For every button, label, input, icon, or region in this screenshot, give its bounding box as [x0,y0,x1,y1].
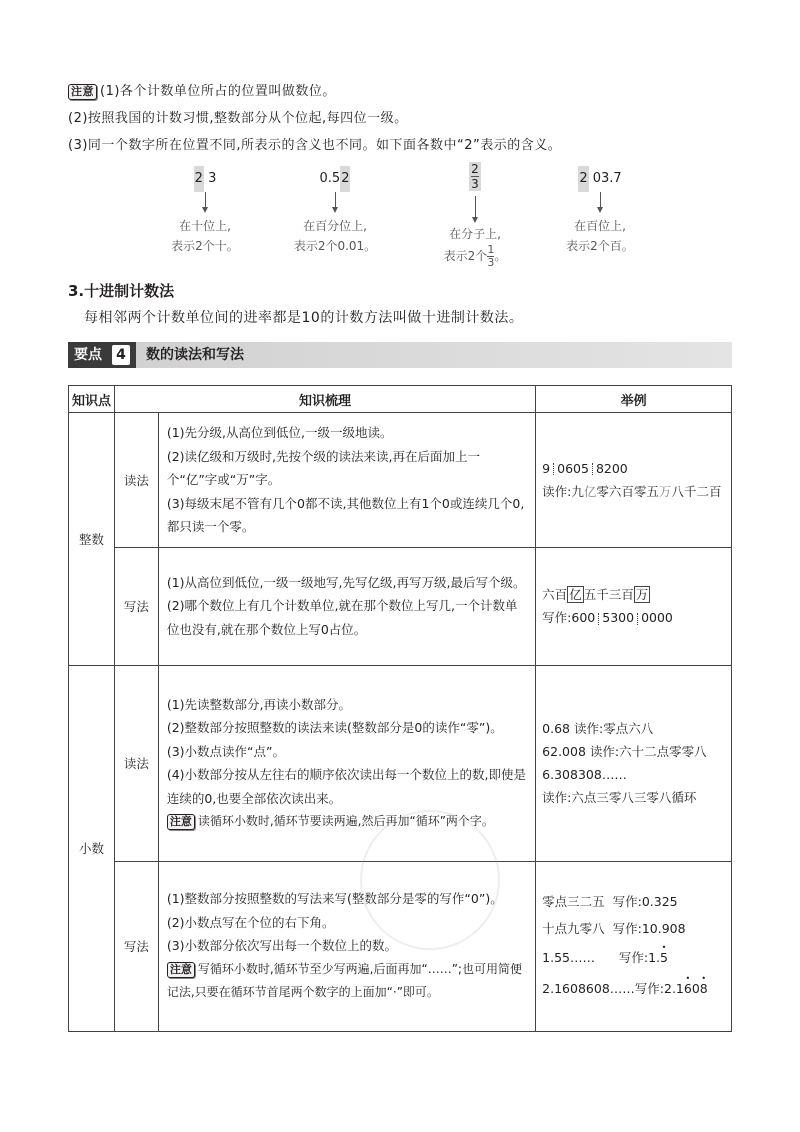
category-decimal: 小数 [69,665,115,1031]
note-section [68,78,748,159]
knowledge-cell: (1)先分级,从高位到低位,一级一级地读。 (2)读亿级和万级时,先按个级的读法来读,再在后面加上一个“亿”字或“万”字。 (3)每级末尾不管有几个0都不读,其他数位上有1个0或连续几个0,都只读一个零。 [158,413,535,548]
note-line-1: 注意 (1)各个计数单位所占的位置叫做数位。 [68,78,748,105]
header-topic: 知识点 [69,386,115,413]
sub-read: 读法 [114,413,158,548]
example-cell: 0.68 读作:零点六八 62.008 读作:六十二点零零八 6.308308…… 读作:六点三零八三零八循环 [536,665,732,861]
example-cell: 9 0605 8200 读作:九亿零六百零五万八千二百 [536,413,732,548]
knowledge-cell: (1)从高位到低位,一级一级地写,先写亿级,再写万级,最后写个级。 (2)哪个数位上有几个计数单位,就在那个数位上写几,一个计数单位也没有,就在那个数位上写0占位。 [158,547,535,665]
category-integer: 整数 [69,413,115,666]
watermark-stamp [360,810,500,950]
note-tag: 注意 [68,84,97,100]
keypoint-label: 要点 [68,342,136,368]
arrow-down-icon [475,196,476,218]
section-3-body: 每相邻两个计数单位间的进率都是10的计数方法叫做十进制计数法。 [84,310,524,326]
header-example: 举例 [536,386,732,413]
keypoint-number: 4 [112,345,130,365]
keypoint-header [68,342,732,368]
knowledge-cell: (1)先读整数部分,再读小数部分。 (2)整数部分按照整数的读法来读(整数部分是0的读作“零”)。 (3)小数点读作“点”。 (4)小数部分按从左往右的顺序依次读出每一个数位上的数,即使是连续的0,也要全部依次读出来。 注意 读循环小数时,循环节要读两遍,然后再加“循环”两个字。 [158,665,535,861]
example-2: 0.52 在百分位上, 表示2个0.01。 [280,166,390,256]
note-line-2: (2)按照我国的计数习惯,整数部分从个位起,每四位一级。 [68,111,408,126]
table-row [69,413,732,548]
knowledge-cell: (1)整数部分按照整数的写法来写(整数部分是零的写作“0”)。 (2)小数点写在个位的右下角。 (3)小数部分依次写出每一个数位上的数。 注意 写循环小数时,循环节至少写两遍,后面再加“……”;也可用简便记法,只要在循环节首尾两个数字的上面加“·”即可。 [158,861,535,1031]
sub-read: 读法 [114,665,158,861]
arrow-down-icon [600,192,601,208]
example-3: $\frac{2}{3}$ 在分子上, 表示2个 $\frac{1}{3}$ 。 [443,162,507,269]
table-header-row [69,386,732,413]
table-row [69,547,732,665]
arrow-down-icon [205,192,206,208]
note-line-3: (3)同一个数字所在位置不同,所表示的含义也不同。如下面各数中“2”表示的含义。 [68,138,562,153]
digit-examples [150,162,670,269]
sub-write: 写法 [114,861,158,1031]
section-3-title: 3.十进制计数法 [68,282,175,300]
note-tag: 注意 [167,962,195,978]
note-tag: 注意 [167,814,195,830]
keypoint-title: 数的读法和写法 [146,347,244,363]
arrow-down-icon [335,192,336,208]
example-cell: 零点三二五 写作:0.325 十点九零八 写作:10.908 1.55…… 写作:1.• 5 2.1608608……写作:2.1• 60• 8 [536,861,732,1031]
example-cell: 六百 亿 五千三百 万 写作:600 5300 0000 [536,547,732,665]
sub-write: 写法 [114,547,158,665]
example-4: 2 03.7 在百位上, 表示2个百。 [545,166,655,256]
header-knowledge: 知识梳理 [114,386,535,413]
example-1: 2 3 在十位上, 表示2个十。 [150,166,260,256]
